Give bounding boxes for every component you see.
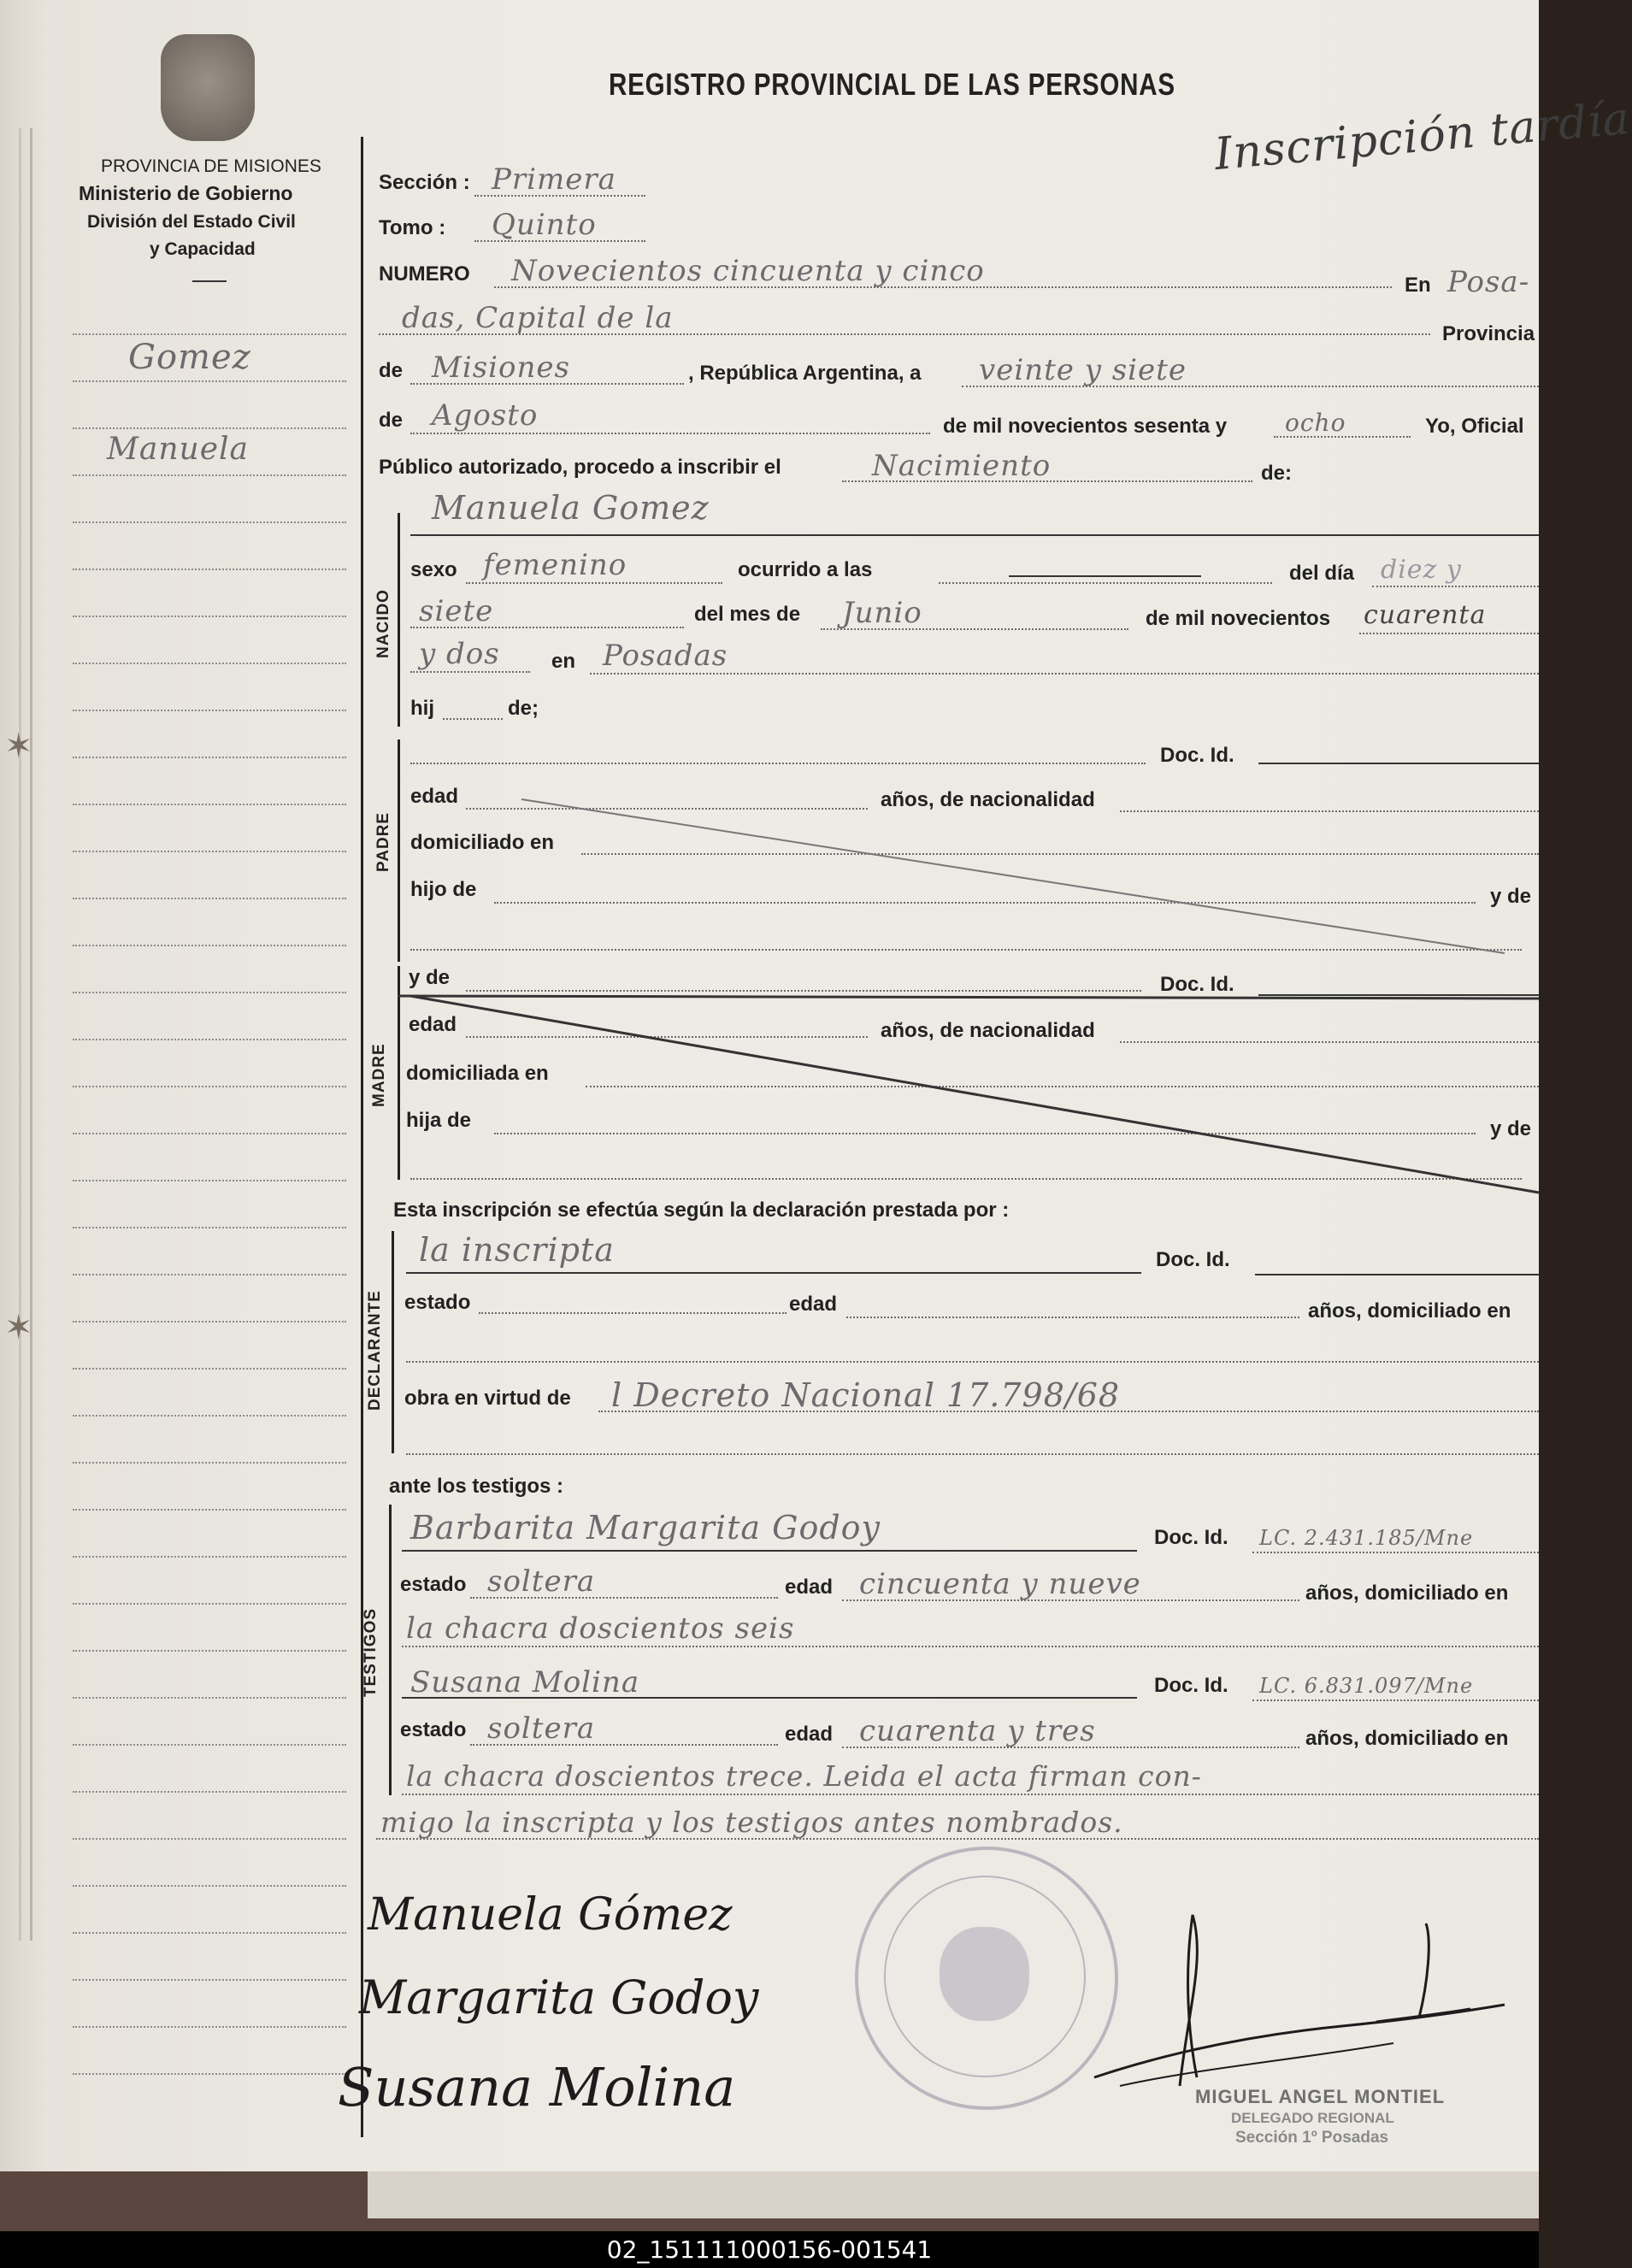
- hij-de-label: de;: [508, 697, 539, 720]
- page-title: REGISTRO PROVINCIAL DE LAS PERSONAS: [609, 67, 1175, 102]
- obra-line: [598, 1411, 1539, 1412]
- padre-domicilio-label: domiciliado en: [410, 831, 555, 854]
- witness1-doc-label: Doc. Id.: [1154, 1526, 1228, 1549]
- del-dia-label: del día: [1289, 562, 1355, 585]
- witness2-doc-value: LC. 6.831.097/Mne: [1259, 1674, 1474, 1698]
- obra-label: obra en virtud de: [404, 1387, 571, 1410]
- scan-bottom-edge: [0, 2171, 1539, 2231]
- declarante-domicilio-line: [406, 1361, 1539, 1363]
- official-section: Sección 1º Posadas: [1235, 2129, 1389, 2147]
- year-value: ocho: [1285, 409, 1346, 437]
- witness1-name-value: Barbarita Margarita Godoy: [410, 1509, 881, 1546]
- place-part2: das, Capital de la: [402, 301, 674, 335]
- margin-surname: Gomez: [128, 338, 251, 377]
- seccion-value: Primera: [492, 162, 616, 197]
- provincia-label: Provincia: [1442, 322, 1535, 345]
- declarante-edad-label: edad: [789, 1293, 838, 1316]
- witness2-dom-label: años, domiciliado en: [1305, 1727, 1509, 1750]
- padre-edad-label: edad: [410, 785, 459, 808]
- witness2-edad-value: cuarenta y tres: [859, 1714, 1096, 1748]
- padre-doc-label: Doc. Id.: [1160, 744, 1234, 767]
- nacido-name-value: Manuela Gomez: [432, 489, 710, 527]
- declarante-name-line: [406, 1272, 1141, 1274]
- declarante-domicilio-label: años, domiciliado en: [1308, 1299, 1511, 1323]
- declarante-name-value: la inscripta: [419, 1231, 615, 1269]
- witness1-doc-line: [1252, 1552, 1539, 1553]
- witness2-edad-line: [842, 1747, 1299, 1748]
- closing-line-1-rule: [402, 1794, 1539, 1795]
- declarante-bracket: [392, 1231, 394, 1453]
- declarante-estado-line: [479, 1312, 787, 1314]
- witness2-name-line: [402, 1697, 1137, 1699]
- witness2-doc-line: [1252, 1700, 1539, 1701]
- padre-section-label: PADRE: [374, 811, 392, 872]
- tomo-label: Tomo :: [379, 216, 446, 239]
- declarante-doc-line: [1255, 1274, 1539, 1275]
- declarante-extra-line: [406, 1453, 1539, 1455]
- binding-hole-1: ✶: [4, 727, 33, 766]
- witness2-estado-label: estado: [400, 1718, 467, 1741]
- madre-hija-label: hija de: [406, 1109, 472, 1132]
- act-type-value: Nacimiento: [872, 449, 1052, 483]
- sexo-label: sexo: [410, 558, 457, 581]
- signature-witness1: Margarita Godoy: [359, 1971, 759, 2024]
- declarante-estado-label: estado: [404, 1291, 471, 1314]
- ocurrido-label: ocurrido a las: [738, 558, 873, 581]
- seal-emblem-icon: [940, 1927, 1029, 2021]
- witness1-estado-line: [470, 1597, 778, 1599]
- republica-label: , República Argentina, a: [688, 362, 922, 385]
- province-value: Misiones: [432, 351, 570, 385]
- birth-month-value: Junio: [842, 596, 922, 630]
- madre-domicilio-label: domiciliada en: [406, 1062, 549, 1085]
- de-label: de: [379, 359, 404, 382]
- madre-section-label: MADRE: [370, 1043, 388, 1107]
- division-capacity: y Capacidad: [150, 239, 256, 259]
- tomo-value: Quinto: [492, 208, 597, 242]
- official-name: MIGUEL ANGEL MONTIEL: [1195, 2086, 1446, 2107]
- witness1-name-line: [402, 1550, 1137, 1552]
- madre-anos-label: años, de nacionalidad: [881, 1019, 1095, 1042]
- paper-edge: [368, 2171, 1539, 2218]
- madre-doc-label: Doc. Id.: [1160, 973, 1234, 996]
- closing-line-1: la chacra doscientos trece. Leida el acta firman con-: [406, 1759, 1202, 1793]
- madre-yde2-label: y de: [1490, 1117, 1532, 1140]
- madre-edad-label: edad: [409, 1013, 457, 1036]
- day-part1: diez y: [1381, 555, 1462, 585]
- birth-place-value: Posadas: [603, 639, 728, 673]
- margin-given-name: Manuela: [107, 432, 249, 467]
- obra-value: l Decreto Nacional 17.798/68: [611, 1376, 1121, 1414]
- testigos-section-label: TESTIGOS: [362, 1607, 380, 1697]
- padre-yde-label: y de: [1490, 885, 1532, 908]
- declarante-intro: Esta inscripción se efectúa según la declaración prestada por :: [393, 1199, 1010, 1222]
- birth-en-label: en: [551, 650, 576, 673]
- seccion-label: Sección :: [379, 171, 470, 194]
- declarante-section-label: DECLARANTE: [366, 1290, 384, 1411]
- place-part1: Posa-: [1447, 265, 1530, 299]
- division-name: División del Estado Civil: [87, 212, 296, 232]
- witness1-estado-label: estado: [400, 1573, 467, 1596]
- hij-label: hij: [410, 697, 434, 720]
- de2-label: de:: [1261, 462, 1292, 485]
- padre-hijo-label: hijo de: [410, 878, 477, 901]
- witness1-dom-label: años, domiciliado en: [1305, 1582, 1509, 1605]
- witness1-dom-value: la chacra doscientos seis: [406, 1611, 795, 1646]
- official-signature-scribble: [1069, 1906, 1513, 2103]
- witness2-edad-label: edad: [785, 1723, 834, 1746]
- nacido-section-label: NACIDO: [374, 589, 392, 658]
- witness1-edad-line: [842, 1599, 1299, 1601]
- del-mes-label: del mes de: [694, 603, 801, 626]
- year-label: de mil novecientos sesenta y: [943, 415, 1228, 438]
- witness1-dom-line: [402, 1646, 1539, 1647]
- de-label-2: de: [379, 409, 404, 432]
- declarante-edad-line: [846, 1317, 1299, 1318]
- witness1-doc-value: LC. 2.431.185/Mne: [1259, 1526, 1474, 1550]
- binding-hole-2: ✶: [4, 1308, 33, 1347]
- official-label: Yo, Oficial: [1425, 415, 1524, 438]
- ministry-name: Ministerio de Gobierno: [79, 182, 293, 204]
- witness1-edad-value: cincuenta y nueve: [859, 1567, 1141, 1601]
- witness1-edad-label: edad: [785, 1576, 834, 1599]
- birth-year-label: de mil novecientos: [1146, 607, 1331, 630]
- witness2-estado-line: [470, 1744, 778, 1746]
- late-registration-annotation: Inscripción tardía: [1212, 92, 1632, 181]
- birth-year-part2: y dos: [419, 637, 500, 671]
- signature-inscripta: Manuela Gómez: [368, 1889, 733, 1941]
- signature-witness2: Susana Molina: [338, 2056, 736, 2118]
- birth-year-part1: cuarenta: [1364, 600, 1487, 630]
- testigos-bracket: [389, 1505, 392, 1795]
- day-value: veinte y siete: [979, 353, 1187, 387]
- closing-line-2: migo la inscripta y los testigos antes nombrados.: [380, 1806, 1123, 1839]
- publico-label: Público autorizado, procedo a inscribir el: [379, 456, 781, 479]
- madre-yde-label: y de: [409, 966, 451, 989]
- province-name: PROVINCIA DE MISIONES: [101, 156, 321, 176]
- witness2-name-value: Susana Molina: [410, 1665, 640, 1700]
- witness2-doc-label: Doc. Id.: [1154, 1674, 1228, 1697]
- witness2-estado-value: soltera: [487, 1711, 596, 1746]
- day-part2: siete: [419, 594, 494, 628]
- sexo-value: femenino: [483, 548, 627, 582]
- en-label: En: [1405, 274, 1431, 297]
- padre-anos-label: años, de nacionalidad: [881, 788, 1095, 811]
- image-id-caption: 02_151111000156-001541: [0, 2231, 1539, 2268]
- witness1-estado-value: soltera: [487, 1564, 596, 1599]
- closing-line-2-rule: [376, 1838, 1539, 1840]
- official-title: DELEGADO REGIONAL: [1231, 2110, 1394, 2126]
- numero-value: Novecientos cincuenta y cinco: [511, 254, 985, 288]
- numero-label: NUMERO: [379, 262, 470, 286]
- month-value: Agosto: [432, 398, 539, 433]
- declarante-doc-label: Doc. Id.: [1156, 1248, 1230, 1271]
- testigos-intro: ante los testigos :: [389, 1475, 564, 1498]
